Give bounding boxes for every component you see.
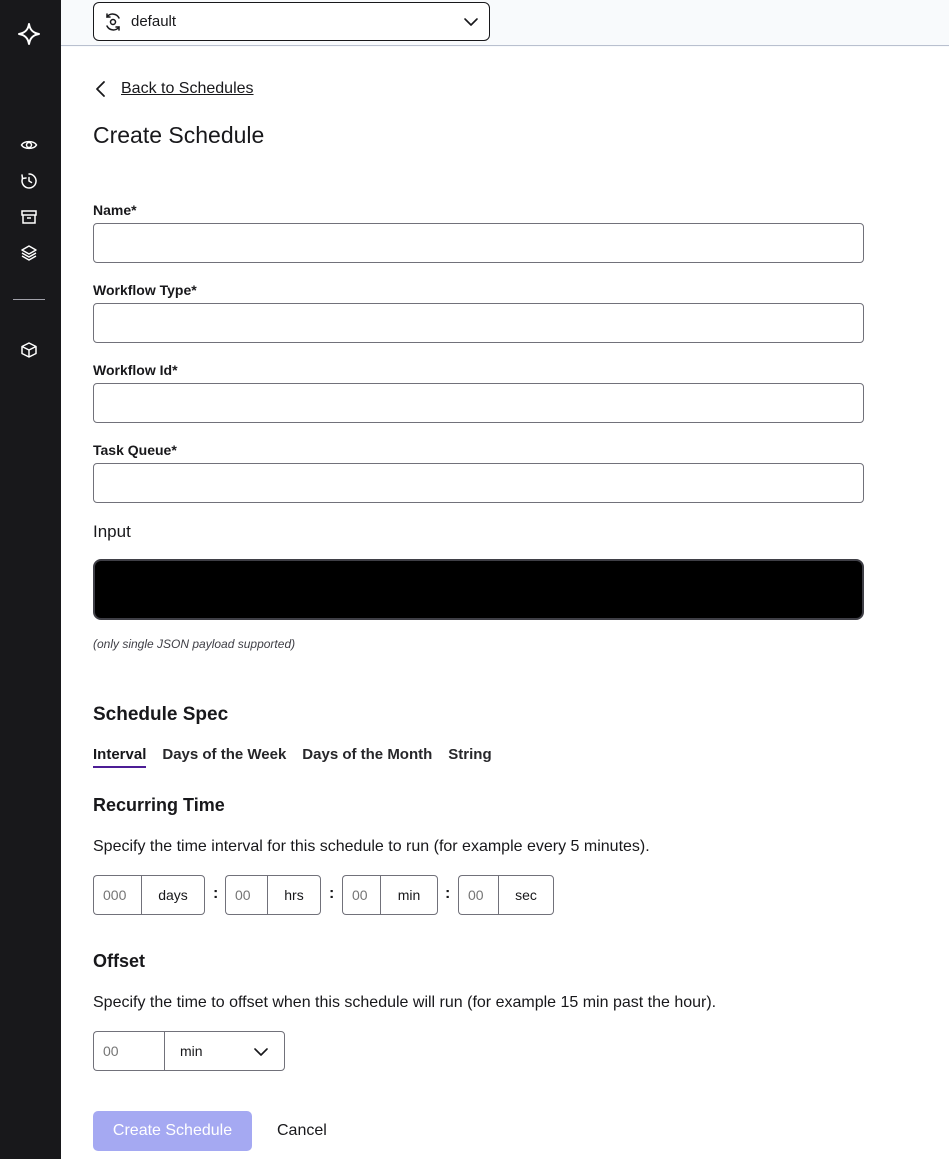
seconds-input[interactable] xyxy=(458,875,498,915)
top-bar xyxy=(61,0,949,46)
minutes-unit: min xyxy=(380,875,438,915)
main-content xyxy=(61,47,949,1159)
sidebar xyxy=(0,0,61,1159)
days-input[interactable] xyxy=(93,875,141,915)
archive-icon[interactable] xyxy=(19,207,39,227)
tab-days-of-the-month[interactable]: Days of the Month xyxy=(302,746,433,763)
workflow-type-label: Workflow Type* xyxy=(93,282,197,298)
name-label: Name* xyxy=(93,202,137,218)
cancel-button[interactable]: Cancel xyxy=(267,1111,337,1151)
seconds-group xyxy=(458,875,554,915)
time-separator: : xyxy=(329,885,335,902)
input-code-editor[interactable] xyxy=(93,559,864,620)
hours-group xyxy=(225,875,321,915)
workflow-id-label: Workflow Id* xyxy=(93,362,178,378)
hours-unit: hrs xyxy=(267,875,321,915)
recurring-time-title: Recurring Time xyxy=(93,795,225,815)
chevron-down-icon xyxy=(253,1044,269,1060)
namespace-select[interactable] xyxy=(93,2,490,41)
workflow-id-input[interactable] xyxy=(93,383,864,423)
back-to-schedules-link[interactable] xyxy=(93,80,254,98)
sidebar-divider xyxy=(13,299,45,300)
namespace-icon xyxy=(103,12,123,32)
clock-icon[interactable] xyxy=(19,171,39,191)
chevron-left-icon xyxy=(93,80,109,98)
layers-icon[interactable] xyxy=(19,243,39,263)
schedule-spec-title: Schedule Spec xyxy=(93,704,229,725)
minutes-input[interactable] xyxy=(342,875,380,915)
schedule-spec-tabs xyxy=(93,746,492,768)
workflow-type-input[interactable] xyxy=(93,303,864,343)
minutes-group xyxy=(342,875,438,915)
days-unit: days xyxy=(141,875,205,915)
chevron-down-icon xyxy=(463,14,479,30)
temporal-logo-icon[interactable] xyxy=(17,22,41,46)
task-queue-label: Task Queue* xyxy=(93,442,177,458)
back-link-label: Back to Schedules xyxy=(121,80,254,97)
tab-string[interactable]: String xyxy=(448,746,492,763)
tab-days-of-the-week[interactable]: Days of the Week xyxy=(162,746,287,763)
page-title: Create Schedule xyxy=(93,122,265,148)
tab-interval[interactable]: Interval xyxy=(93,746,146,768)
create-schedule-button[interactable]: Create Schedule xyxy=(93,1111,252,1151)
offset-title: Offset xyxy=(93,951,146,971)
offset-unit-value: min xyxy=(180,1043,203,1059)
eye-icon[interactable] xyxy=(19,135,39,155)
offset-input[interactable] xyxy=(93,1031,164,1071)
offset-unit-select[interactable] xyxy=(164,1031,285,1071)
time-separator: : xyxy=(213,885,219,902)
time-separator: : xyxy=(445,885,451,902)
input-hint: (only single JSON payload supported) xyxy=(93,637,296,651)
recurring-time-description: Specify the time interval for this schedule to run (for example every 5 minutes). xyxy=(93,838,650,855)
box-icon[interactable] xyxy=(19,340,39,360)
name-input[interactable] xyxy=(93,223,864,263)
offset-description: Specify the time to offset when this schedule will run (for example 15 min past the hour). xyxy=(93,994,717,1011)
task-queue-input[interactable] xyxy=(93,463,864,503)
namespace-value: default xyxy=(131,13,177,30)
hours-input[interactable] xyxy=(225,875,267,915)
input-label: Input xyxy=(93,522,131,541)
days-group xyxy=(93,875,205,915)
offset-group xyxy=(93,1031,285,1071)
seconds-unit: sec xyxy=(498,875,554,915)
